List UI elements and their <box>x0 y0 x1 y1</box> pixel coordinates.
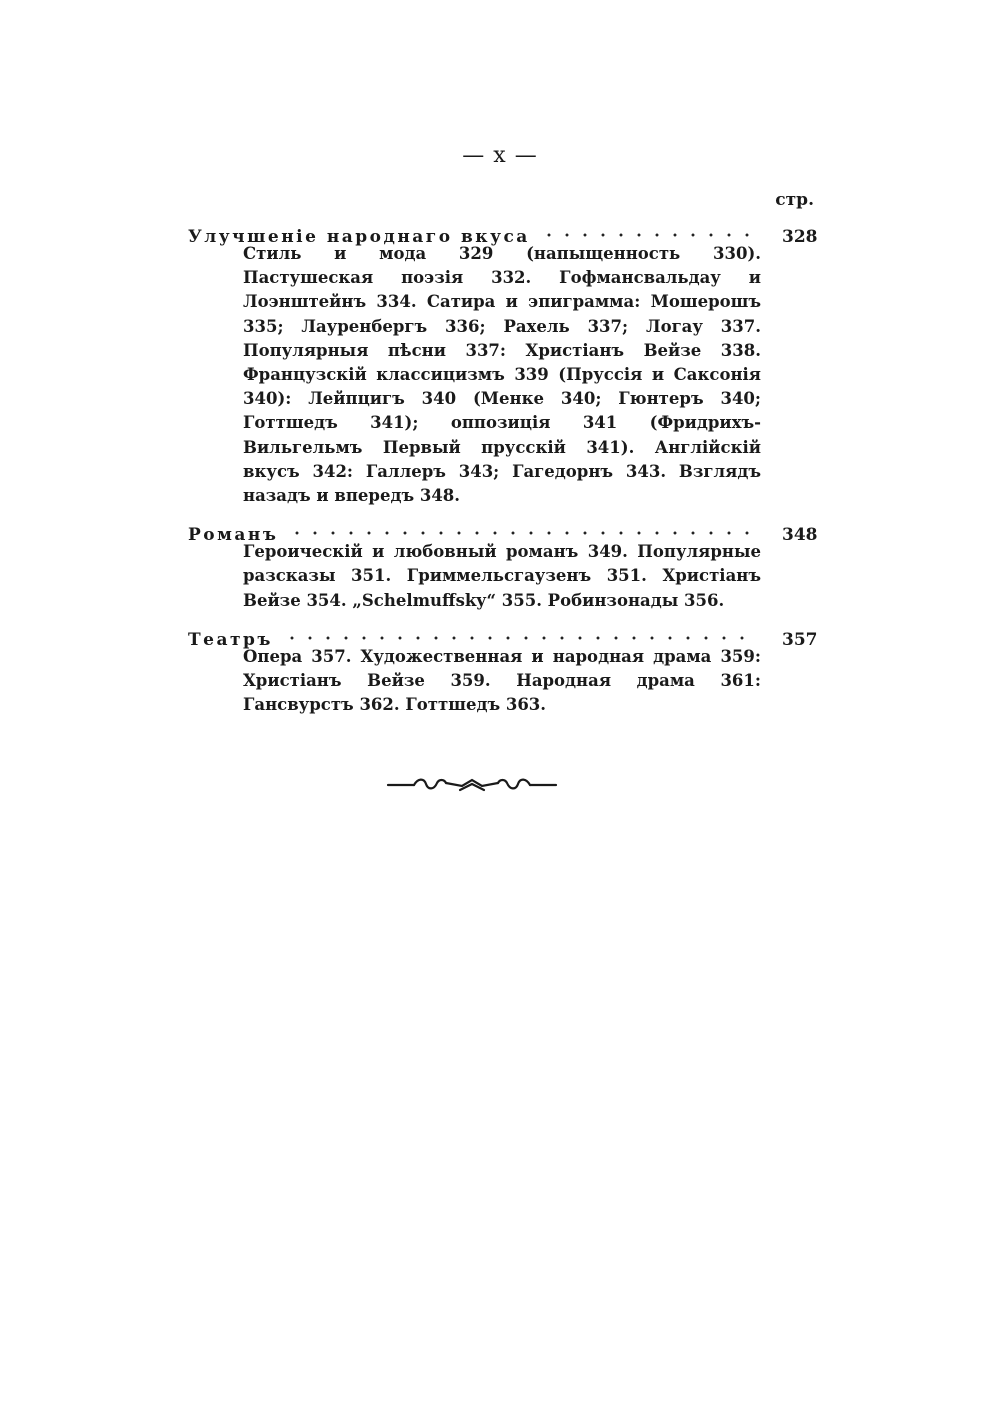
ornament-flourish-icon <box>384 770 560 800</box>
toc-entry-page: 348 <box>782 525 818 546</box>
page-column-header: стр. <box>775 190 814 210</box>
toc-entry-header <box>188 617 818 650</box>
toc-entry-page: 328 <box>782 227 818 247</box>
toc-entry-novel <box>188 512 816 613</box>
toc-entry-taste <box>188 214 816 508</box>
toc-entry-title: Романъ <box>188 525 279 546</box>
toc-entry-title: Театръ <box>188 629 273 650</box>
toc-entry-description: Опера 357. Художественная и народная драма 359: Христіанъ Вейзе 359. Народная драма 361: Гансвурстъ 362. Готтшедъ 363. <box>243 646 761 715</box>
toc-entry-description: Стиль и мода 329 (напыщенность 330). Пастушеская поэзія 332. Гофмансвальдау и Лоэнштейнъ 334. Сатира и эпиграмма: Мошерошъ 335; Лауренбергъ 336; Рахель 337; Логау 337. Популярныя пѣсни 337: Христіанъ Вейзе 338. Французскій классицизмъ 339 (Пруссія и Саксонія 340): Лейпцигъ 340 (Менке 340; Гюнтеръ 340; Готтшедъ 341); оппозиція 341 (Фридрихъ-Вильгельмъ Первый прусскій 341). Англійскій вкусъ 342: Галлеръ 343; Гагедорнъ 343. Взглядъ назадъ и впередъ 348. <box>243 244 761 506</box>
toc-entry-header <box>188 214 818 247</box>
page-number: — x — <box>462 143 538 168</box>
dot-leader <box>283 617 756 645</box>
dot-leader <box>540 214 756 242</box>
dot-leader <box>288 512 756 540</box>
table-of-contents <box>188 214 816 721</box>
toc-entry-theatre <box>188 617 816 718</box>
toc-entry-page: 357 <box>782 629 818 650</box>
toc-entry-description: Героическій и любовный романъ 349. Популярные разсказы 351. Гриммельсгаузенъ 351. Христіанъ Вейзе 354. „Schelmuffsky“ 355. Робинзонады 356. <box>243 542 761 610</box>
toc-entry-title: Улучшеніе народнаго вкуса <box>188 227 530 247</box>
toc-entry-header <box>188 512 818 546</box>
